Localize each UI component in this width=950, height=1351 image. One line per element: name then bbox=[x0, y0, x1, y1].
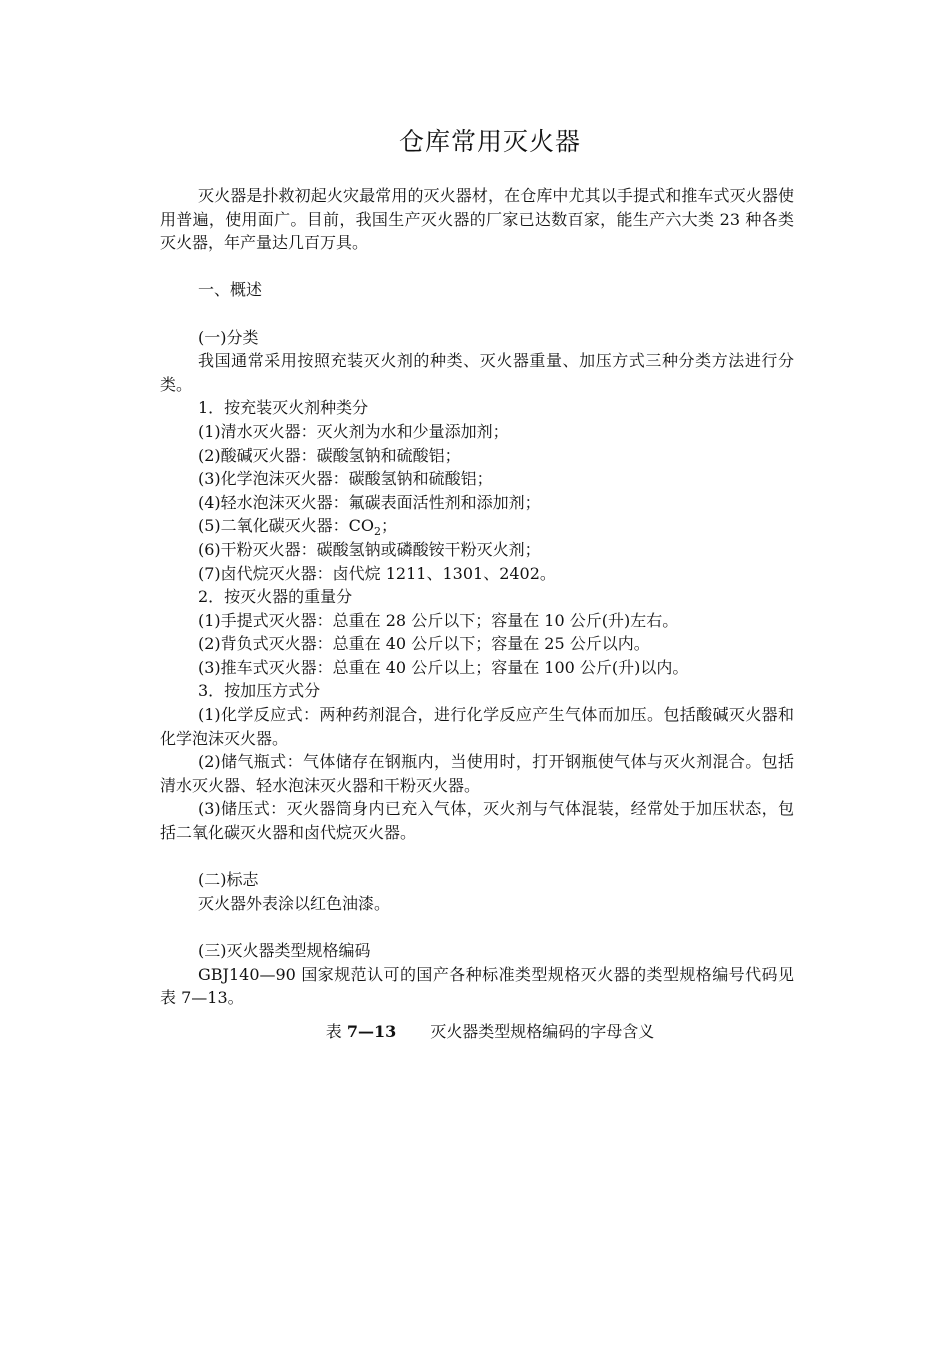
list-item: (3)储压式：灭火器筒身内已充入气体，灭火剂与气体混装，经常处于加压状态，包括二氧化碳灭火器和卤代烷灭火器。 bbox=[160, 799, 794, 843]
subsection-heading-marking: (二)标志 bbox=[198, 870, 259, 890]
list-item: (3)推车式灭火器：总重在 40 公斤以上；容量在 100 公斤(升)以内。 bbox=[198, 657, 689, 677]
list-item: (3)化学泡沫灭火器：碳酸氢钠和硫酸铝； bbox=[198, 469, 493, 489]
co2-item-text: (5)二氧化碳灭火器：CO bbox=[198, 516, 375, 536]
list-item: (6)干粉灭火器：碳酸氢钠或磷酸铵干粉灭火剂； bbox=[198, 539, 541, 559]
co2-item-suffix: ； bbox=[381, 516, 398, 536]
list-item: (1)手提式灭火器：总重在 28 公斤以下；容量在 10 公斤(升)左右。 bbox=[198, 610, 679, 630]
section-heading: 一、概述 bbox=[198, 280, 263, 300]
list-item: (7)卤代烷灭火器：卤代烷 1211、1301、2402。 bbox=[198, 563, 556, 583]
group-heading-weight: 2．按灭火器的重量分 bbox=[198, 587, 353, 607]
intro-paragraph: 灭火器是扑救初起火灾最常用的灭火器材，在仓库中尤其以手提式和推车式灭火器使用普遍，使用面广。目前，我国生产灭火器的厂家已达数百家，能生产六大类 23 种各类灭火器，年产量达几百万具。 bbox=[160, 186, 794, 253]
document-body bbox=[160, 184, 794, 1043]
table-caption-text: 灭火器类型规格编码的字母含义 bbox=[430, 1021, 655, 1041]
table-caption-prefix: 表 bbox=[325, 1021, 347, 1041]
list-item: (4)轻水泡沫灭火器：氟碳表面活性剂和添加剂； bbox=[198, 492, 541, 512]
group-heading-agent: 1．按充装灭火剂种类分 bbox=[198, 398, 369, 418]
table-number: 7—13 bbox=[346, 1021, 397, 1041]
classification-paragraph: 我国通常采用按照充装灭火剂的种类、灭火器重量、加压方式三种分类方法进行分类。 bbox=[160, 351, 794, 394]
list-item: (2)储气瓶式：气体储存在钢瓶内，当使用时，打开钢瓶使气体与灭火剂混合。包括清水灭火器、轻水泡沫灭火器和干粉灭火器。 bbox=[160, 752, 794, 795]
list-item: (2)酸碱灭火器：碳酸氢钠和硫酸铝； bbox=[198, 445, 461, 465]
coding-paragraph: GBJ140—90 国家规范认可的国产各种标准类型规格灭火器的类型规格编号代码见表 7—13。 bbox=[160, 964, 794, 1008]
group-heading-pressure: 3．按加压方式分 bbox=[198, 681, 321, 701]
list-item: (1)清水灭火器：灭火剂为水和少量添加剂； bbox=[198, 421, 509, 441]
table-caption bbox=[160, 1020, 820, 1044]
marking-paragraph: 灭火器外表涂以红色油漆。 bbox=[198, 893, 391, 913]
list-item-co2 bbox=[160, 514, 794, 538]
co2-subscript: 2 bbox=[374, 525, 382, 539]
list-item: (1)化学反应式：两种药剂混合，进行化学反应产生气体而加压。包括酸碱灭火器和化学泡沫灭火器。 bbox=[160, 705, 794, 748]
subsection-heading-coding: (三)灭火器类型规格编码 bbox=[198, 941, 371, 960]
subsection-heading-classification: (一)分类 bbox=[198, 327, 259, 347]
page-title: 仓库常用灭火器 bbox=[398, 127, 581, 156]
list-item: (2)背负式灭火器：总重在 40 公斤以下；容量在 25 公斤以内。 bbox=[198, 634, 650, 654]
